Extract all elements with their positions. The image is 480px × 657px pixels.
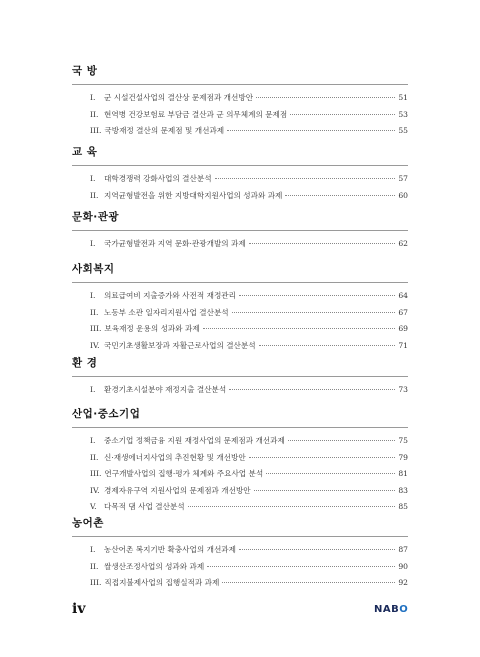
- dot-leader: [285, 195, 395, 196]
- dot-leader: [215, 178, 395, 179]
- entry-number: II.: [90, 307, 99, 317]
- entry-page-number: 85: [398, 502, 408, 511]
- dot-leader: [222, 582, 395, 583]
- dot-leader: [249, 457, 395, 458]
- dot-leader: [239, 549, 395, 550]
- dot-leader: [229, 389, 395, 390]
- entry-number: I.: [90, 239, 96, 248]
- entry-number: I.: [90, 436, 96, 445]
- entry-page-number: 55: [398, 126, 408, 135]
- toc-entry[interactable]: [72, 188, 408, 205]
- section-divider: [72, 282, 408, 283]
- entry-page-number: 75: [398, 436, 408, 445]
- toc-section: [72, 64, 408, 140]
- entry-number: I.: [90, 385, 96, 394]
- toc-entry[interactable]: [72, 288, 408, 305]
- entry-title: 국민기초생활보장과 자활근로사업의 결산분석: [104, 340, 256, 350]
- entry-title: 경제자유구역 지원사업의 문제점과 개선방안: [104, 485, 251, 495]
- entry-page-number: 92: [398, 578, 408, 587]
- entry-title: 중소기업 정책금융 지원 재정사업의 문제점과 개선과제: [104, 436, 285, 445]
- entry-page-number: 73: [398, 385, 408, 394]
- entry-page-number: 79: [398, 452, 408, 462]
- entry-number: II.: [90, 452, 99, 462]
- section-divider: [72, 427, 408, 428]
- section-title: 교 육: [72, 146, 98, 158]
- section-divider: [72, 230, 408, 231]
- dot-leader: [256, 97, 395, 98]
- dot-leader: [288, 440, 395, 441]
- entry-number: II.: [90, 109, 99, 119]
- toc-entry[interactable]: [72, 123, 408, 140]
- toc-entry[interactable]: [72, 499, 408, 516]
- entry-title: 국방재정 결산의 문제점 및 개선과제: [104, 126, 225, 135]
- dot-leader: [227, 130, 395, 131]
- dot-leader: [203, 328, 395, 329]
- entry-page-number: 64: [398, 291, 408, 300]
- section-title: 국 방: [72, 65, 98, 77]
- dot-leader: [259, 345, 395, 346]
- section-divider: [72, 165, 408, 166]
- dot-leader: [249, 243, 395, 244]
- entry-page-number: 83: [398, 485, 408, 495]
- entry-title: 쌀생산조정사업의 성과와 과제: [104, 561, 205, 571]
- toc-entry[interactable]: [72, 90, 408, 107]
- entry-title: 국가균형발전과 지역 문화·관광개발의 과제: [104, 239, 246, 248]
- entry-number: I.: [90, 291, 96, 300]
- entry-title: 현역병 건강보험료 부담금 결산과 군 의무체계의 문제점: [104, 109, 288, 119]
- toc-entry[interactable]: [72, 305, 408, 322]
- entry-title: 농산어촌 복지기반 확충사업의 개선과제: [104, 545, 236, 554]
- entry-page-number: 51: [398, 93, 408, 102]
- entry-title: 대학경쟁력 강화사업의 결산분석: [104, 174, 212, 183]
- entry-title: 직접지불제사업의 집행실적과 과제: [104, 578, 220, 587]
- toc-entry[interactable]: [72, 107, 408, 124]
- toc-entry[interactable]: [72, 559, 408, 576]
- toc-entry[interactable]: [72, 483, 408, 500]
- entry-number: I.: [90, 93, 96, 102]
- entry-title: 다목적 댐 사업 결산분석: [104, 502, 185, 511]
- entry-number: I.: [90, 174, 96, 183]
- entry-title: 의료급여비 지출증가와 사전적 재정관리: [104, 291, 236, 300]
- section-title: 문화·관광: [72, 211, 120, 223]
- dot-leader: [290, 114, 395, 115]
- entry-number: II.: [90, 190, 99, 200]
- toc-entry[interactable]: [72, 321, 408, 338]
- entry-page-number: 53: [398, 109, 408, 119]
- entry-page-number: 90: [398, 561, 408, 571]
- entry-page-number: 69: [398, 324, 408, 333]
- toc-entry[interactable]: [72, 382, 408, 399]
- dot-leader: [254, 490, 395, 491]
- toc-entry[interactable]: [72, 171, 408, 188]
- entry-page-number: 62: [398, 239, 408, 248]
- section-divider: [72, 84, 408, 85]
- entry-number: II.: [90, 561, 99, 571]
- section-title: 사회복지: [72, 263, 115, 275]
- section-divider: [72, 536, 408, 537]
- entry-number: IV.: [90, 340, 100, 350]
- entry-title: 노동부 소관 일자리지원사업 결산분석: [104, 307, 229, 317]
- toc-entry[interactable]: [72, 236, 408, 253]
- entry-number: III.: [90, 324, 102, 333]
- dot-leader: [207, 566, 395, 567]
- toc-entry[interactable]: [72, 542, 408, 559]
- toc-section: [72, 145, 408, 204]
- entry-title: 환경기초시설분야 재정지출 결산분석: [104, 385, 227, 394]
- toc-entry[interactable]: [72, 450, 408, 467]
- toc-entry[interactable]: [72, 575, 408, 592]
- toc-section: [72, 262, 408, 354]
- entry-page-number: 60: [398, 190, 408, 200]
- dot-leader: [188, 506, 395, 507]
- section-title: 산업·중소기업: [72, 408, 141, 420]
- page-number: iv: [72, 601, 86, 617]
- entry-title: 군 시설건설사업의 결산상 문제점과 개선방안: [104, 93, 254, 102]
- entry-title: 연구개발사업의 집행·평가 체계와 주요사업 분석: [104, 469, 264, 478]
- entry-number: III.: [90, 578, 102, 587]
- entry-number: V.: [90, 502, 97, 511]
- entry-page-number: 71: [398, 340, 408, 350]
- toc-section: [72, 210, 408, 253]
- dot-leader: [266, 473, 395, 474]
- entry-page-number: 81: [398, 469, 408, 478]
- entry-number: III.: [90, 126, 102, 135]
- toc-entry[interactable]: [72, 338, 408, 355]
- section-title: 환 경: [72, 357, 98, 369]
- entry-number: III.: [90, 469, 102, 478]
- logo-text: NAB: [374, 604, 400, 615]
- dot-leader: [239, 295, 395, 296]
- entry-title: 보육재정 운용의 성과와 과제: [104, 324, 200, 333]
- toc-entry[interactable]: [72, 433, 408, 450]
- entry-number: IV.: [90, 485, 100, 495]
- entry-number: I.: [90, 545, 96, 554]
- section-divider: [72, 376, 408, 377]
- entry-page-number: 67: [398, 307, 408, 317]
- toc-entry[interactable]: [72, 466, 408, 483]
- dot-leader: [232, 312, 395, 313]
- toc-section: [72, 356, 408, 399]
- nabo-logo: [374, 604, 408, 615]
- logo-o: O: [399, 604, 409, 615]
- toc-section: [72, 407, 408, 516]
- entry-page-number: 87: [398, 545, 408, 554]
- section-title: 농어촌: [72, 517, 104, 529]
- toc-section: [72, 516, 408, 592]
- entry-page-number: 57: [398, 174, 408, 183]
- entry-title: 신·재생에너지사업의 추진현황 및 개선방안: [104, 452, 246, 462]
- entry-title: 지역균형발전을 위한 지방대학지원사업의 성과와 과제: [104, 190, 283, 200]
